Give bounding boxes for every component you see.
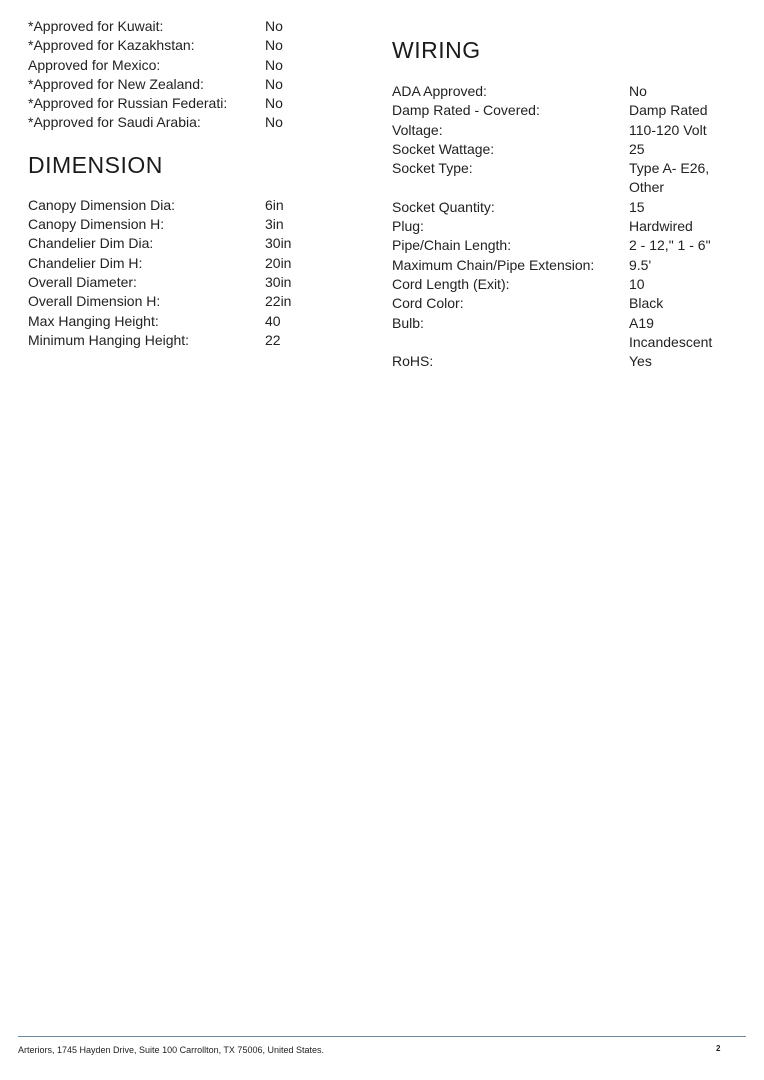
spec-row: [392, 101, 752, 120]
spec-label: Cord Color:: [392, 295, 464, 312]
spec-label: Socket Quantity:: [392, 198, 495, 215]
spec-value: 9.5': [629, 256, 652, 273]
spec-value: 30in: [265, 273, 292, 290]
spec-label: Approved for Mexico:: [28, 56, 161, 73]
spec-row: [28, 75, 358, 94]
wiring-list: [392, 82, 752, 371]
spec-row: [28, 292, 358, 311]
spec-label: Cord Length (Exit):: [392, 275, 510, 292]
spec-label: Pipe/Chain Length:: [392, 237, 512, 254]
spec-value: No: [265, 18, 283, 34]
spec-value: 22: [265, 331, 281, 348]
spec-value: 40: [265, 312, 281, 329]
spec-row: [28, 273, 358, 292]
spec-label: Overall Dimension H:: [28, 293, 161, 310]
spec-label: *Approved for Saudi Arabia:: [28, 114, 201, 131]
spec-label: Chandelier Dim Dia:: [28, 235, 154, 252]
spec-label: Socket Type:: [392, 160, 473, 177]
spec-row: [392, 121, 752, 140]
spec-value: 10: [629, 275, 645, 292]
spec-row: [392, 82, 752, 101]
spec-row: [28, 94, 358, 113]
spec-label: Chandelier Dim H:: [28, 254, 143, 271]
spec-label: ADA Approved:: [392, 83, 487, 99]
spec-label: Overall Diameter:: [28, 273, 137, 290]
spec-row: [28, 196, 358, 215]
spec-value: No: [265, 56, 283, 73]
spec-value: Damp Rated: [629, 102, 708, 119]
spec-row: [28, 17, 358, 36]
wiring-heading: WIRING: [392, 37, 481, 63]
spec-value: 30in: [265, 235, 292, 252]
spec-label: Voltage:: [392, 121, 443, 138]
left-column: [28, 0, 358, 350]
spec-row: [392, 275, 752, 294]
approvals-list: [28, 17, 358, 133]
dimension-heading: DIMENSION: [28, 151, 163, 178]
spec-label: Minimum Hanging Height:: [28, 331, 190, 348]
spec-row: [28, 36, 358, 55]
spec-label: Bulb:: [392, 314, 424, 331]
footer-divider: [18, 1036, 746, 1037]
spec-row: [28, 56, 358, 75]
spec-value: 6in: [265, 196, 284, 213]
spec-row: [28, 234, 358, 253]
spec-row: [392, 256, 752, 275]
spec-row: [392, 140, 752, 159]
spec-row: [392, 217, 752, 236]
spec-row: [392, 236, 752, 255]
spec-label: Damp Rated - Covered:: [392, 102, 540, 119]
spec-row: [28, 331, 358, 350]
spec-label: Canopy Dimension Dia:: [28, 196, 176, 213]
spec-row: [392, 314, 752, 353]
spec-row: [28, 254, 358, 273]
spec-label: Maximum Chain/Pipe Extension:: [392, 256, 595, 273]
spec-row: [28, 215, 358, 234]
spec-label: RoHS:: [392, 353, 434, 370]
spec-row: [392, 294, 752, 313]
right-column: [392, 0, 752, 371]
spec-row: [392, 352, 752, 371]
spec-value: No: [265, 95, 283, 112]
spec-row: [392, 159, 752, 198]
spec-label: Socket Wattage:: [392, 140, 495, 157]
spec-value: 20in: [265, 254, 292, 271]
spec-row: [28, 312, 358, 331]
spec-label: Max Hanging Height:: [28, 312, 159, 329]
spec-value: 15: [629, 198, 645, 215]
spec-value: 22in: [265, 293, 292, 310]
spec-label: *Approved for Kuwait:: [28, 18, 164, 34]
spec-label: *Approved for Russian Federati:: [28, 95, 228, 112]
spec-value: Yes: [629, 353, 652, 370]
spec-value: 2 - 12," 1 - 6": [629, 237, 711, 254]
spec-value: No: [265, 114, 283, 131]
spec-row: [28, 113, 358, 132]
spec-value: No: [629, 83, 647, 99]
footer-address: Arteriors, 1745 Hayden Drive, Suite 100 Carrollton, TX 75006, United States.: [18, 1045, 324, 1055]
dimension-list: [28, 196, 358, 350]
spec-value: No: [265, 75, 283, 92]
spec-label: Plug:: [392, 218, 424, 235]
spec-label: *Approved for New Zealand:: [28, 75, 204, 92]
page-number: 2: [716, 1044, 721, 1053]
spec-value: 3in: [265, 216, 284, 233]
spec-value: No: [265, 37, 283, 54]
spec-label: Canopy Dimension H:: [28, 216, 165, 233]
spec-row: [392, 198, 752, 217]
spec-value: Type A- E26, Other: [629, 160, 710, 196]
spec-value: A19 Incandescent: [629, 314, 713, 350]
spec-value: 110-120 Volt: [629, 121, 707, 138]
spec-value: Black: [629, 295, 664, 312]
spec-value: 25: [629, 140, 645, 157]
spec-value: Hardwired: [629, 218, 693, 235]
spec-label: *Approved for Kazakhstan:: [28, 37, 195, 54]
